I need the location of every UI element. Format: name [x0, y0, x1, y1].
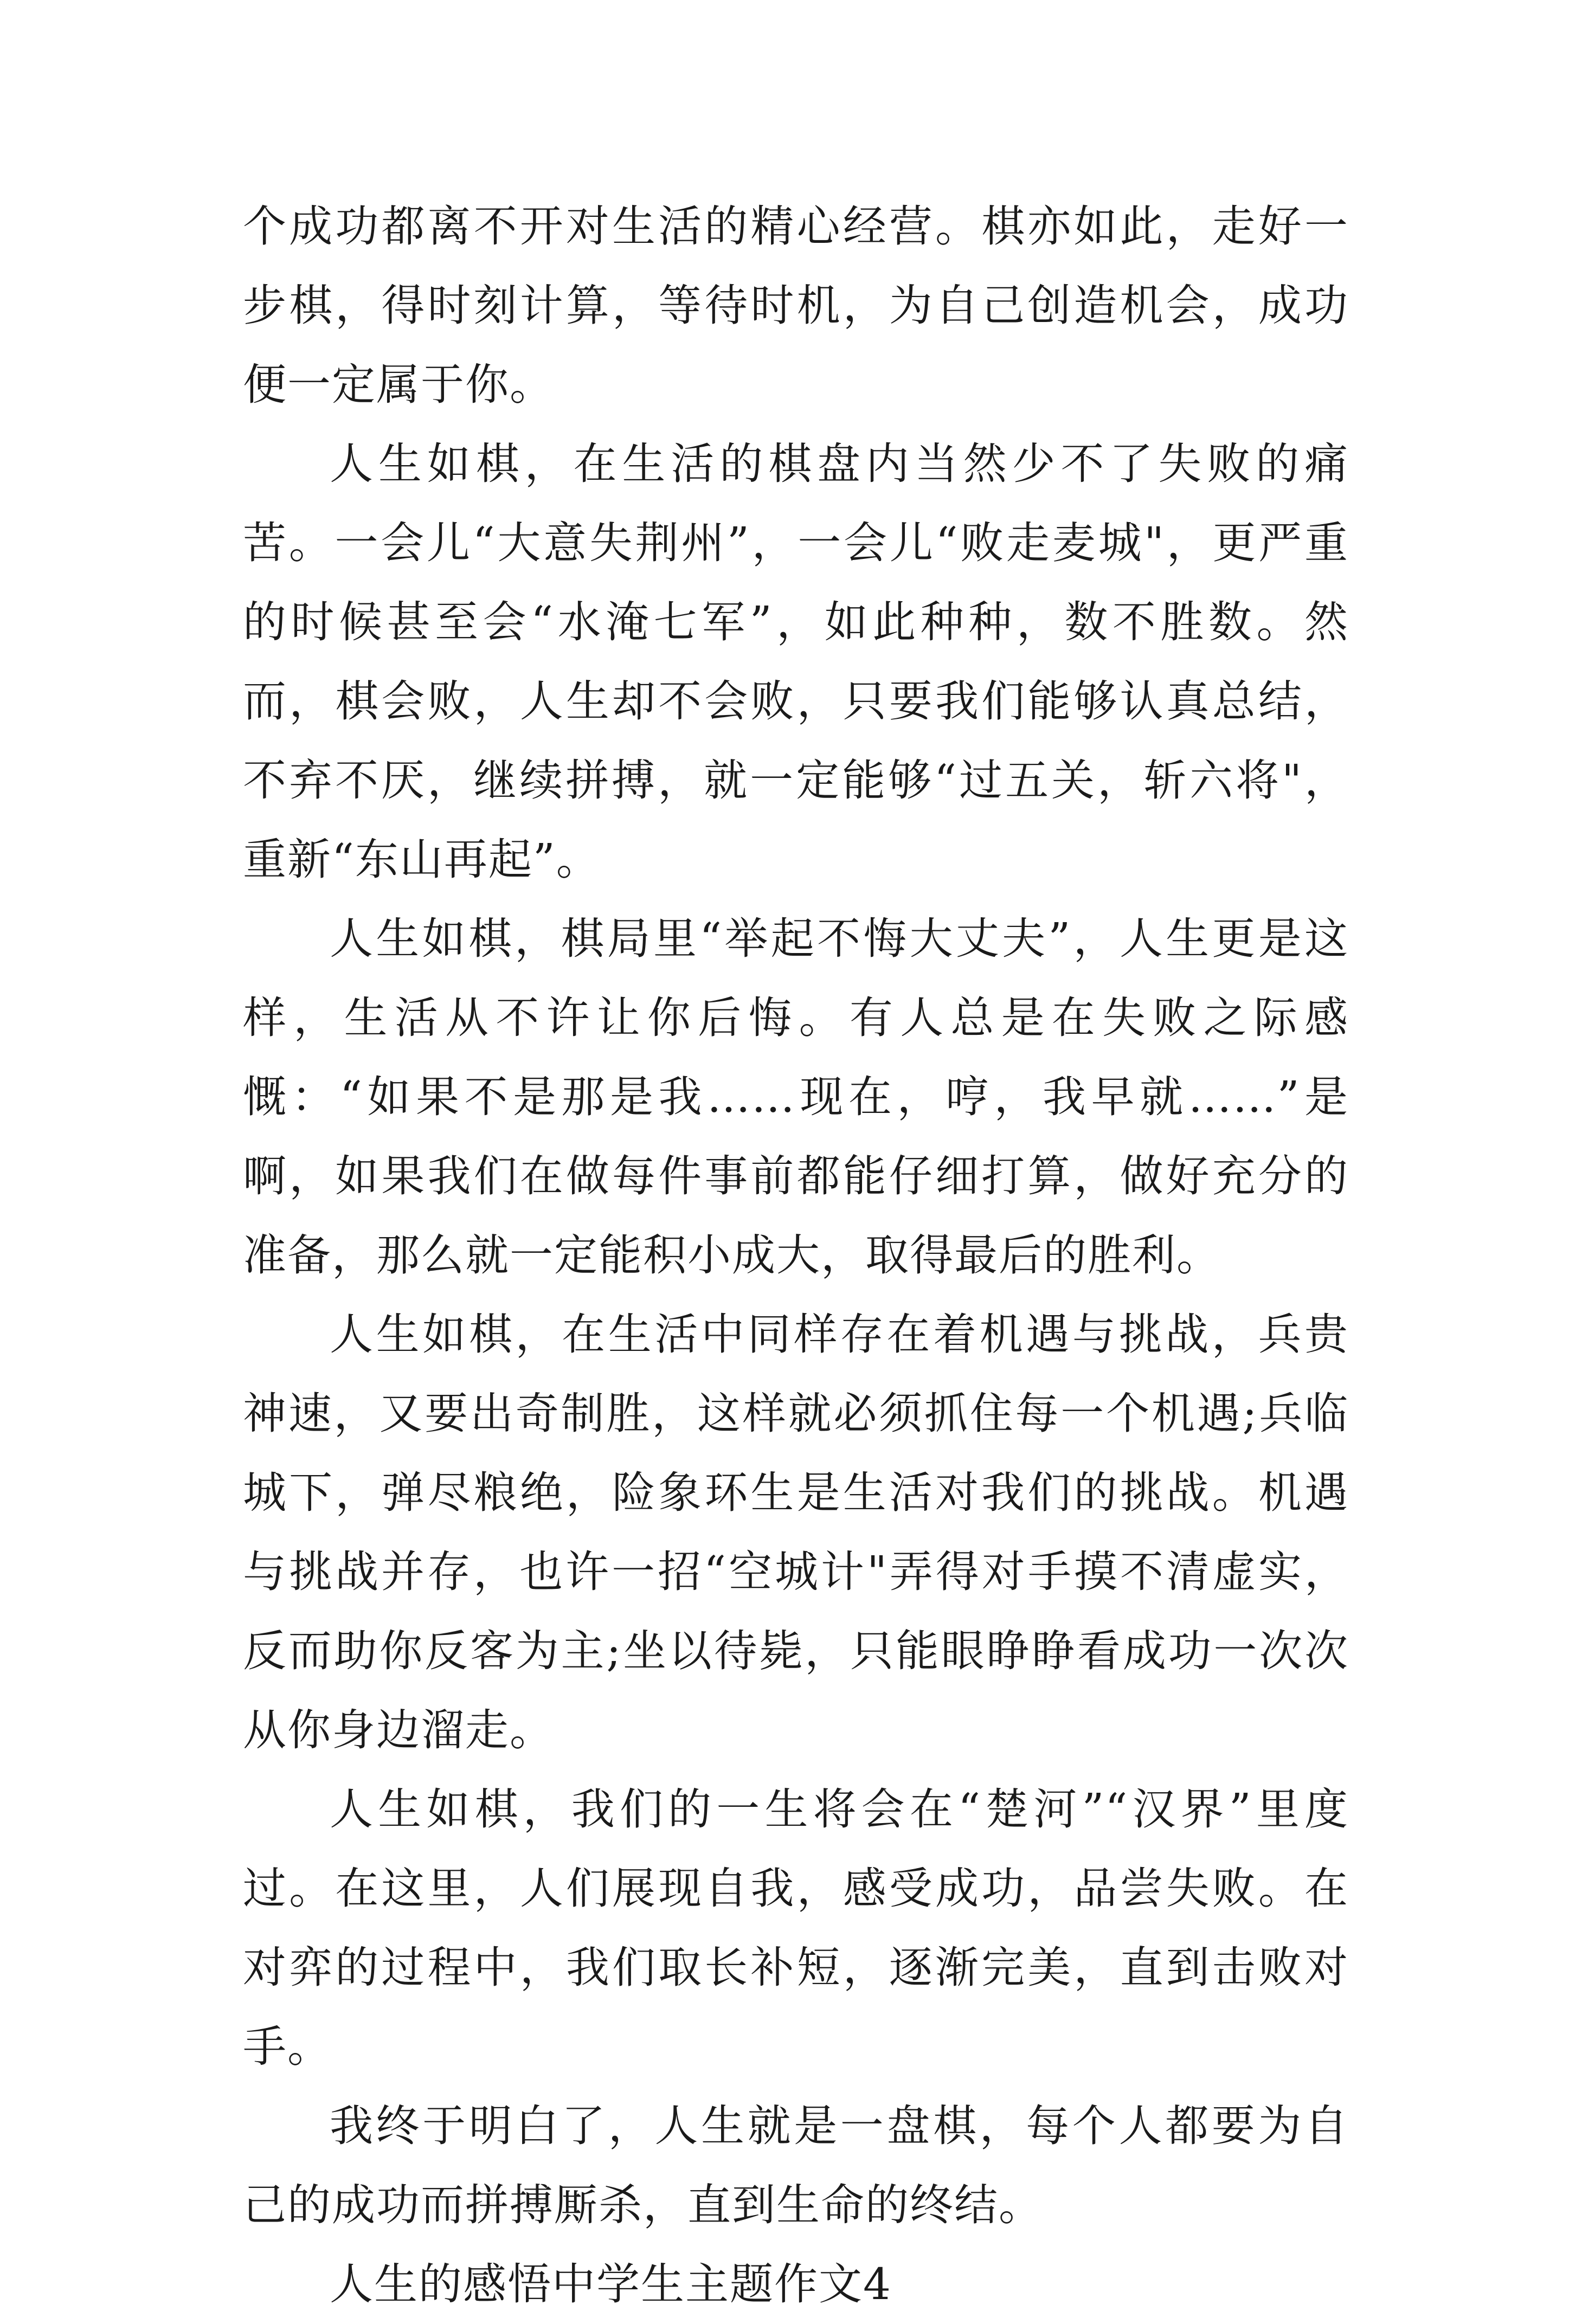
paragraph-5: 人生如棋，我们的一生将会在“楚河”“汉界”里度过。在这里，人们展现自我，感受成功，品尝失败。在对弈的过程中，我们取长补短，逐渐完美，直到击败对手。 — [243, 1784, 1349, 2072]
article-body — [243, 187, 1349, 2324]
section-heading: 人生的感悟中学生主题作文4 — [330, 2259, 892, 2309]
paragraph-1: 个成功都离不开对生活的精心经营。棋亦如此，走好一步棋，得时刻计算，等待时机，为自己创造机会，成功便一定属于你。 — [243, 201, 1349, 410]
paragraph-4: 人生如棋，在生活中同样存在着机遇与挑战，兵贵神速，又要出奇制胜，这样就必须抓住每一个机遇;兵临城下，弹尽粮绝，险象环生是生活对我们的挑战。机遇与挑战并存，也许一招“空城计"弄得对手摸不清虚实，反而助你反客为主;坐以待毙，只能眼睁睁看成功一次次从你身边溜走。 — [243, 1309, 1349, 1755]
paragraph-3: 人生如棋，棋局里“举起不悔大丈夫”，人生更是这样，生活从不许让你后悔。有人总是在失败之际感慨：“如果不是那是我……现在，哼，我早就……”是啊，如果我们在做每件事前都能仔细打算，做好充分的准备，那么就一定能积小成大，取得最后的胜利。 — [243, 913, 1349, 1280]
paragraph-2: 人生如棋，在生活的棋盘内当然少不了失败的痛苦。一会儿“大意失荆州”，一会儿“败走麦城"，更严重的时候甚至会“水淹七军”，如此种种，数不胜数。然而，棋会败，人生却不会败，只要我们能够认真总结，不弃不厌，继续拼搏，就一定能够“过五关，斩六将"，重新“东山再起”。 — [243, 439, 1349, 885]
paragraph-6: 我终于明白了，人生就是一盘棋，每个人都要为自己的成功而拼搏厮杀，直到生命的终结。 — [243, 2101, 1349, 2230]
